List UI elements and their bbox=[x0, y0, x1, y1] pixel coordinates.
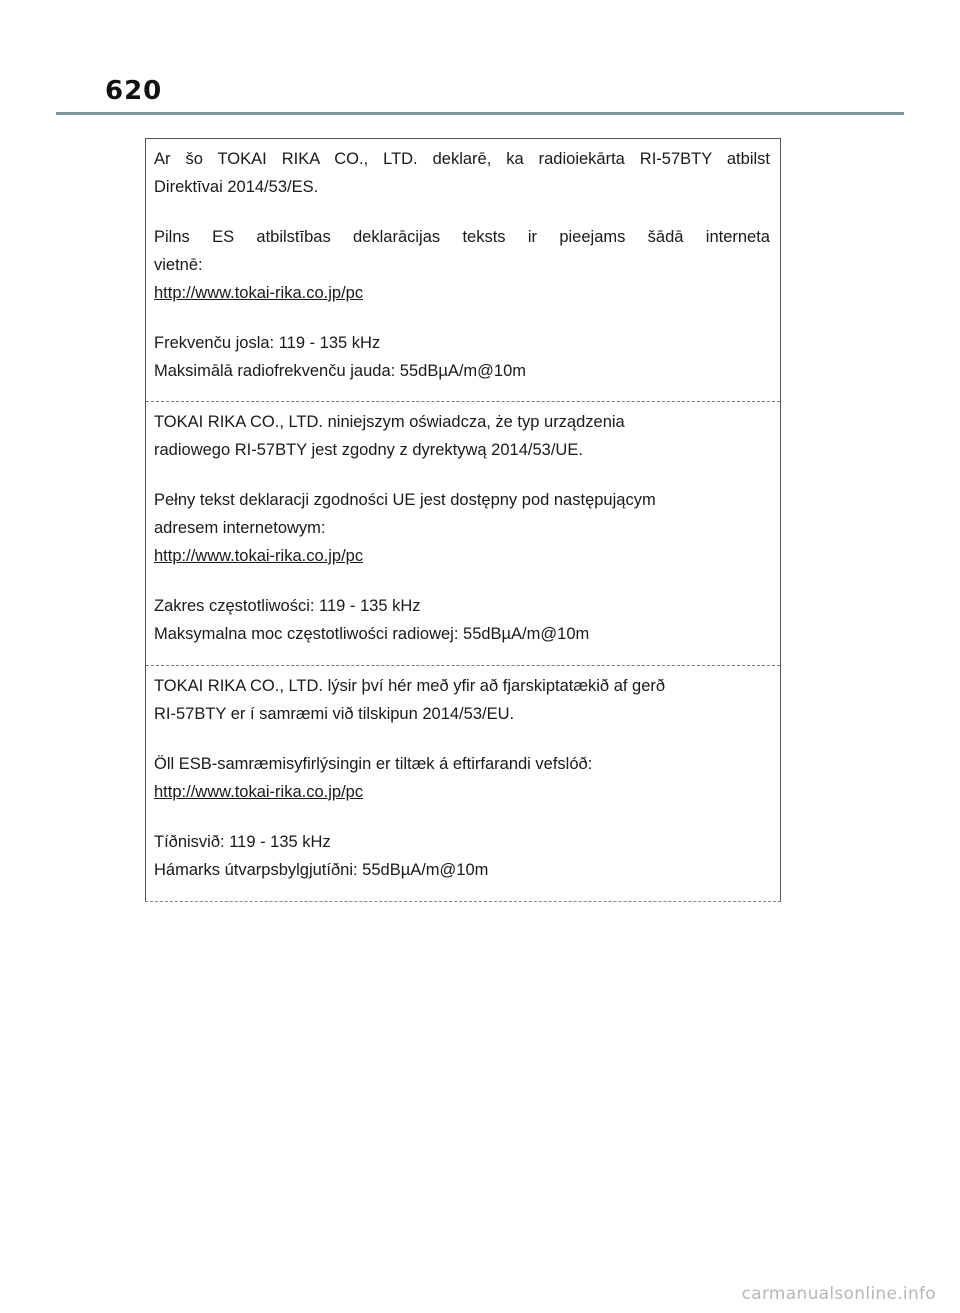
full-text-availability-cont: vietnē: bbox=[154, 256, 203, 274]
declaration-url-link[interactable]: http://www.tokai-rika.co.jp/pc bbox=[154, 547, 364, 565]
max-rf-power: Maksymalna moc częstotliwości radiowej: 55dBµA/m@10m bbox=[154, 625, 590, 643]
frequency-band: Frekvenču josla: 119 - 135 kHz bbox=[154, 334, 381, 352]
spacer bbox=[154, 728, 770, 750]
declaration-box bbox=[145, 138, 781, 902]
spacer bbox=[154, 806, 770, 828]
header-rule bbox=[56, 112, 904, 115]
spacer bbox=[154, 201, 770, 223]
spacer bbox=[154, 570, 770, 592]
conformity-statement-cont: radiowego RI-57BTY jest zgodny z dyrektywą 2014/53/UE. bbox=[154, 441, 583, 459]
conformity-statement: TOKAI RIKA CO., LTD. lýsir því hér með yfir að fjarskiptatækið af gerð bbox=[154, 677, 666, 695]
max-rf-power: Hámarks útvarpsbylgjutíðni: 55dBµA/m@10m bbox=[154, 861, 489, 879]
declaration-section-icelandic bbox=[146, 665, 780, 901]
spacer bbox=[154, 464, 770, 486]
conformity-statement-cont: Direktīvai 2014/53/ES. bbox=[154, 178, 319, 196]
full-text-availability: Pełny tekst deklaracji zgodności UE jest dostępny pod następującym bbox=[154, 491, 656, 509]
declaration-url-link[interactable]: http://www.tokai-rika.co.jp/pc bbox=[154, 783, 364, 801]
conformity-statement: TOKAI RIKA CO., LTD. niniejszym oświadcza, że typ urządzenia bbox=[154, 413, 625, 431]
spacer bbox=[154, 307, 770, 329]
declaration-url-link[interactable]: http://www.tokai-rika.co.jp/pc bbox=[154, 284, 364, 302]
full-text-availability: Pilns ES atbilstības deklarācijas teksts ir pieejams šādā interneta bbox=[154, 228, 770, 246]
declaration-section-latvian bbox=[146, 139, 780, 401]
full-text-availability: Öll ESB-samræmisyfirlýsingin er tiltæk á eftirfarandi vefslóð: bbox=[154, 755, 593, 773]
conformity-statement: Ar šo TOKAI RIKA CO., LTD. deklarē, ka radioiekārta RI-57BTY atbilst bbox=[154, 150, 770, 168]
conformity-statement-cont: RI-57BTY er í samræmi við tilskipun 2014/53/EU. bbox=[154, 705, 515, 723]
frequency-band: Tíðnisvið: 119 - 135 kHz bbox=[154, 833, 331, 851]
footer-watermark: carmanualsonline.info bbox=[741, 1284, 936, 1304]
page-number: 620 bbox=[105, 76, 163, 106]
frequency-band: Zakres częstotliwości: 119 - 135 kHz bbox=[154, 597, 421, 615]
full-text-availability-cont: adresem internetowym: bbox=[154, 519, 326, 537]
max-rf-power: Maksimālā radiofrekvenču jauda: 55dBµA/m@10m bbox=[154, 362, 527, 380]
declaration-section-polish bbox=[146, 401, 780, 665]
